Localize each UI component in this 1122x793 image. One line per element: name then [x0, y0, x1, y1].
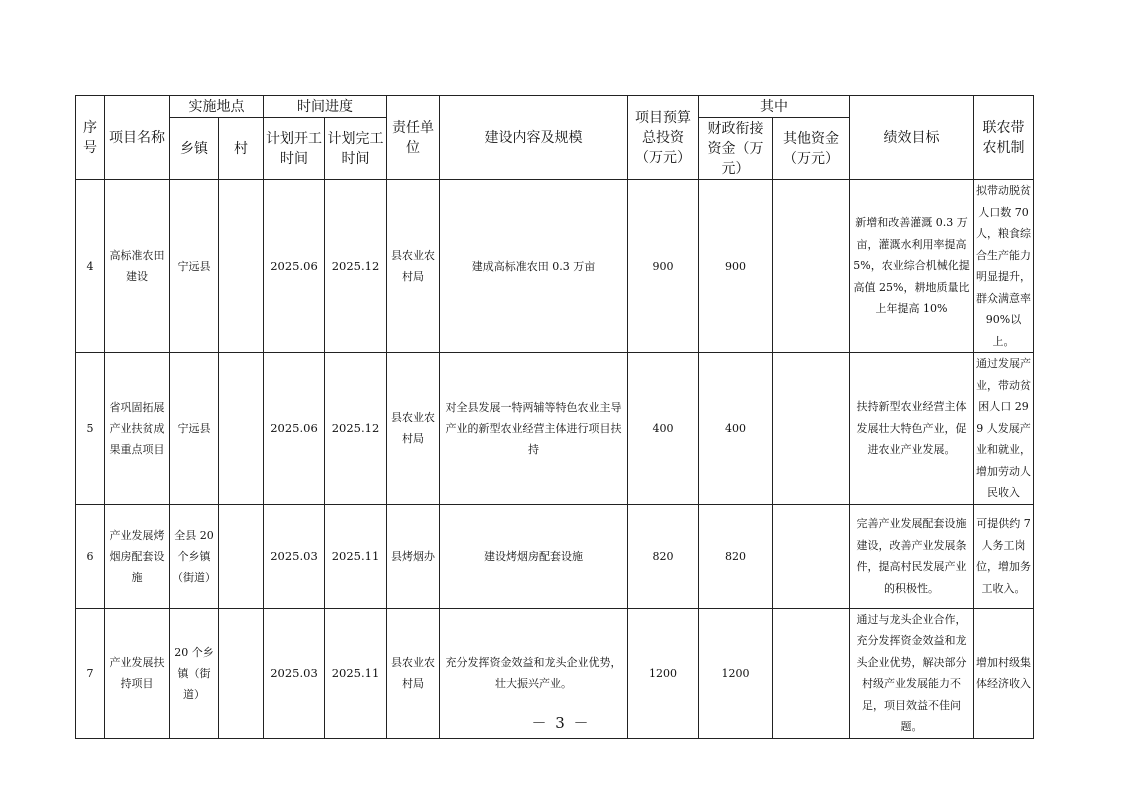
- cell-budget: 1200: [628, 608, 699, 738]
- cell-project-name: 高标准农田建设: [105, 180, 170, 353]
- header-plan-start: 计划开工时间: [264, 118, 325, 180]
- cell-other-funds: [773, 180, 850, 353]
- header-seq: 序号: [76, 96, 105, 180]
- cell-responsible-unit: 县烤烟办: [387, 504, 440, 608]
- header-performance: 绩效目标: [850, 96, 974, 180]
- header-location: 实施地点: [170, 96, 264, 118]
- page-number: － 3 －: [531, 714, 591, 732]
- cell-village: [219, 504, 264, 608]
- cell-seq: 4: [76, 180, 105, 353]
- cell-plan-start: 2025.03: [264, 608, 325, 738]
- cell-village: [219, 180, 264, 353]
- header-responsible-unit: 责任单位: [387, 96, 440, 180]
- cell-plan-start: 2025.06: [264, 353, 325, 505]
- header-project-name: 项目名称: [105, 96, 170, 180]
- cell-seq: 6: [76, 504, 105, 608]
- header-linkage: 联农带农机制: [974, 96, 1034, 180]
- cell-project-name: 产业发展烤烟房配套设施: [105, 504, 170, 608]
- cell-content: 建成高标准农田 0.3 万亩: [440, 180, 628, 353]
- cell-performance: 扶持新型农业经营主体发展壮大特色产业，促进农业产业发展。: [850, 353, 974, 505]
- cell-linkage: 增加村级集体经济收入: [974, 608, 1034, 738]
- header-other-funds: 其他资金（万元）: [773, 118, 850, 180]
- cell-township: 宁远县: [170, 353, 219, 505]
- cell-fiscal-funds: 900: [699, 180, 773, 353]
- header-of-which: 其中: [699, 96, 850, 118]
- cell-plan-start: 2025.06: [264, 180, 325, 353]
- cell-fiscal-funds: 1200: [699, 608, 773, 738]
- cell-linkage: 拟带动脱贫人口数 70 人，粮食综合生产能力明显提升，群众满意率 90%以上。: [974, 180, 1034, 353]
- header-row-1: [76, 96, 1034, 118]
- table-row: [76, 353, 1034, 505]
- cell-project-name: 产业发展扶持项目: [105, 608, 170, 738]
- cell-township: 全县 20 个乡镇（街道）: [170, 504, 219, 608]
- cell-other-funds: [773, 353, 850, 505]
- cell-plan-end: 2025.12: [325, 353, 387, 505]
- cell-seq: 7: [76, 608, 105, 738]
- cell-content: 充分发挥资金效益和龙头企业优势，壮大振兴产业。: [440, 608, 628, 738]
- header-fiscal-funds: 财政衔接资金（万元）: [699, 118, 773, 180]
- cell-plan-end: 2025.11: [325, 504, 387, 608]
- header-township: 乡镇: [170, 118, 219, 180]
- cell-responsible-unit: 县农业农村局: [387, 353, 440, 505]
- cell-linkage: 通过发展产业，带动贫困人口 299 人发展产业和就业，增加劳动人民收入: [974, 353, 1034, 505]
- cell-seq: 5: [76, 353, 105, 505]
- header-schedule: 时间进度: [264, 96, 387, 118]
- project-table: [75, 95, 1034, 739]
- table-row: [76, 504, 1034, 608]
- cell-fiscal-funds: 820: [699, 504, 773, 608]
- header-plan-end: 计划完工时间: [325, 118, 387, 180]
- cell-budget: 400: [628, 353, 699, 505]
- cell-responsible-unit: 县农业农村局: [387, 608, 440, 738]
- cell-linkage: 可提供约 7 人务工岗位，增加务工收入。: [974, 504, 1034, 608]
- cell-township: 20 个乡镇（街道）: [170, 608, 219, 738]
- cell-budget: 820: [628, 504, 699, 608]
- table-row: [76, 180, 1034, 353]
- cell-plan-end: 2025.11: [325, 608, 387, 738]
- cell-plan-end: 2025.12: [325, 180, 387, 353]
- cell-performance: 新增和改善灌溉 0.3 万亩，灌溉水利用率提高 5%，农业综合机械化提高值 25%，耕地质量比上年提高 10%: [850, 180, 974, 353]
- cell-project-name: 省巩固拓展产业扶贫成果重点项目: [105, 353, 170, 505]
- header-budget: 项目预算总投资（万元）: [628, 96, 699, 180]
- header-village: 村: [219, 118, 264, 180]
- cell-plan-start: 2025.03: [264, 504, 325, 608]
- cell-performance: 完善产业发展配套设施建设，改善产业发展条件，提高村民发展产业的积极性。: [850, 504, 974, 608]
- cell-fiscal-funds: 400: [699, 353, 773, 505]
- cell-responsible-unit: 县农业农村局: [387, 180, 440, 353]
- cell-budget: 900: [628, 180, 699, 353]
- cell-performance: 通过与龙头企业合作，充分发挥资金效益和龙头企业优势，解决部分村级产业发展能力不足，项目效益不佳问题。: [850, 608, 974, 738]
- cell-content: 对全县发展一特两辅等特色农业主导产业的新型农业经营主体进行项目扶持: [440, 353, 628, 505]
- cell-other-funds: [773, 504, 850, 608]
- cell-content: 建设烤烟房配套设施: [440, 504, 628, 608]
- cell-township: 宁远县: [170, 180, 219, 353]
- header-content: 建设内容及规模: [440, 96, 628, 180]
- cell-village: [219, 353, 264, 505]
